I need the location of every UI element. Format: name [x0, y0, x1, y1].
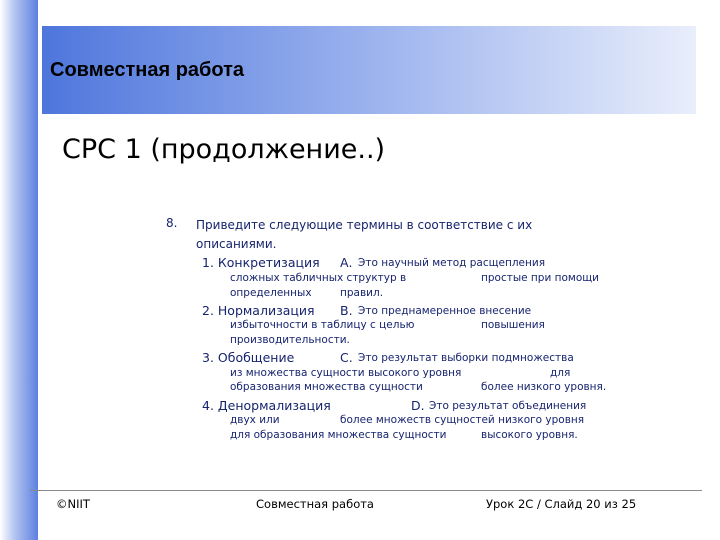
desc-3-line-3b: более низкого уровня. [481, 381, 607, 393]
desc-letter-4: D. [411, 398, 425, 413]
desc-1-line-3a: определенных [230, 287, 312, 299]
desc-letter-2: В. [340, 303, 353, 318]
footer-slide-info: Урок 2С / Слайд 20 из 25 [486, 497, 637, 511]
slide-heading: СРС 1 (продолжение..) [62, 134, 386, 165]
footer-course: Совместная работа [256, 497, 374, 511]
term-4: 4. Денормализация [202, 398, 331, 413]
desc-4-line-3a: для образования множества сущности [230, 429, 447, 441]
task-intro: Приведите следующие термины в соответствие с их описаниями. [196, 218, 533, 251]
desc-4-line-2a: двух или [230, 414, 280, 426]
desc-1-line-2b: простые при помощи [481, 272, 599, 284]
desc-3-line-2a: из множества сущности высокого уровня [230, 367, 462, 379]
footer-divider [30, 490, 702, 491]
term-2: 2. Нормализация [202, 303, 315, 318]
desc-1-line-1: Это научный метод расщепления [358, 257, 546, 269]
desc-2-line-3a: производительности. [230, 334, 350, 346]
desc-2-line-1: Это преднамеренное внесение [358, 305, 532, 317]
term-3: 3. Обобщение [202, 350, 295, 365]
desc-3-line-3a: образования множества сущности [230, 381, 423, 393]
desc-1-line-3b: правил. [340, 287, 384, 299]
desc-3-line-1: Это результат выборки подмножества [358, 352, 574, 364]
task-number: 8. [166, 216, 178, 230]
header-title: Совместная работа [50, 59, 245, 81]
desc-2-line-2b: повышения [481, 319, 545, 331]
term-1: 1. Конкретизация [202, 255, 320, 270]
desc-3-line-2b: для [550, 367, 571, 379]
footer-copyright: ©NIIT [56, 497, 90, 511]
desc-1-line-2a: сложных табличных структур в [230, 272, 407, 284]
desc-2-line-2a: избыточности в таблицу с целью [230, 319, 415, 331]
desc-4-line-2b: более множеств сущностей низкого уровня [340, 414, 585, 426]
desc-4-line-1: Это результат объединения [429, 400, 587, 412]
desc-letter-1: А. [340, 255, 353, 270]
desc-4-line-3b: высокого уровня. [481, 429, 578, 441]
desc-letter-3: С. [340, 350, 353, 365]
